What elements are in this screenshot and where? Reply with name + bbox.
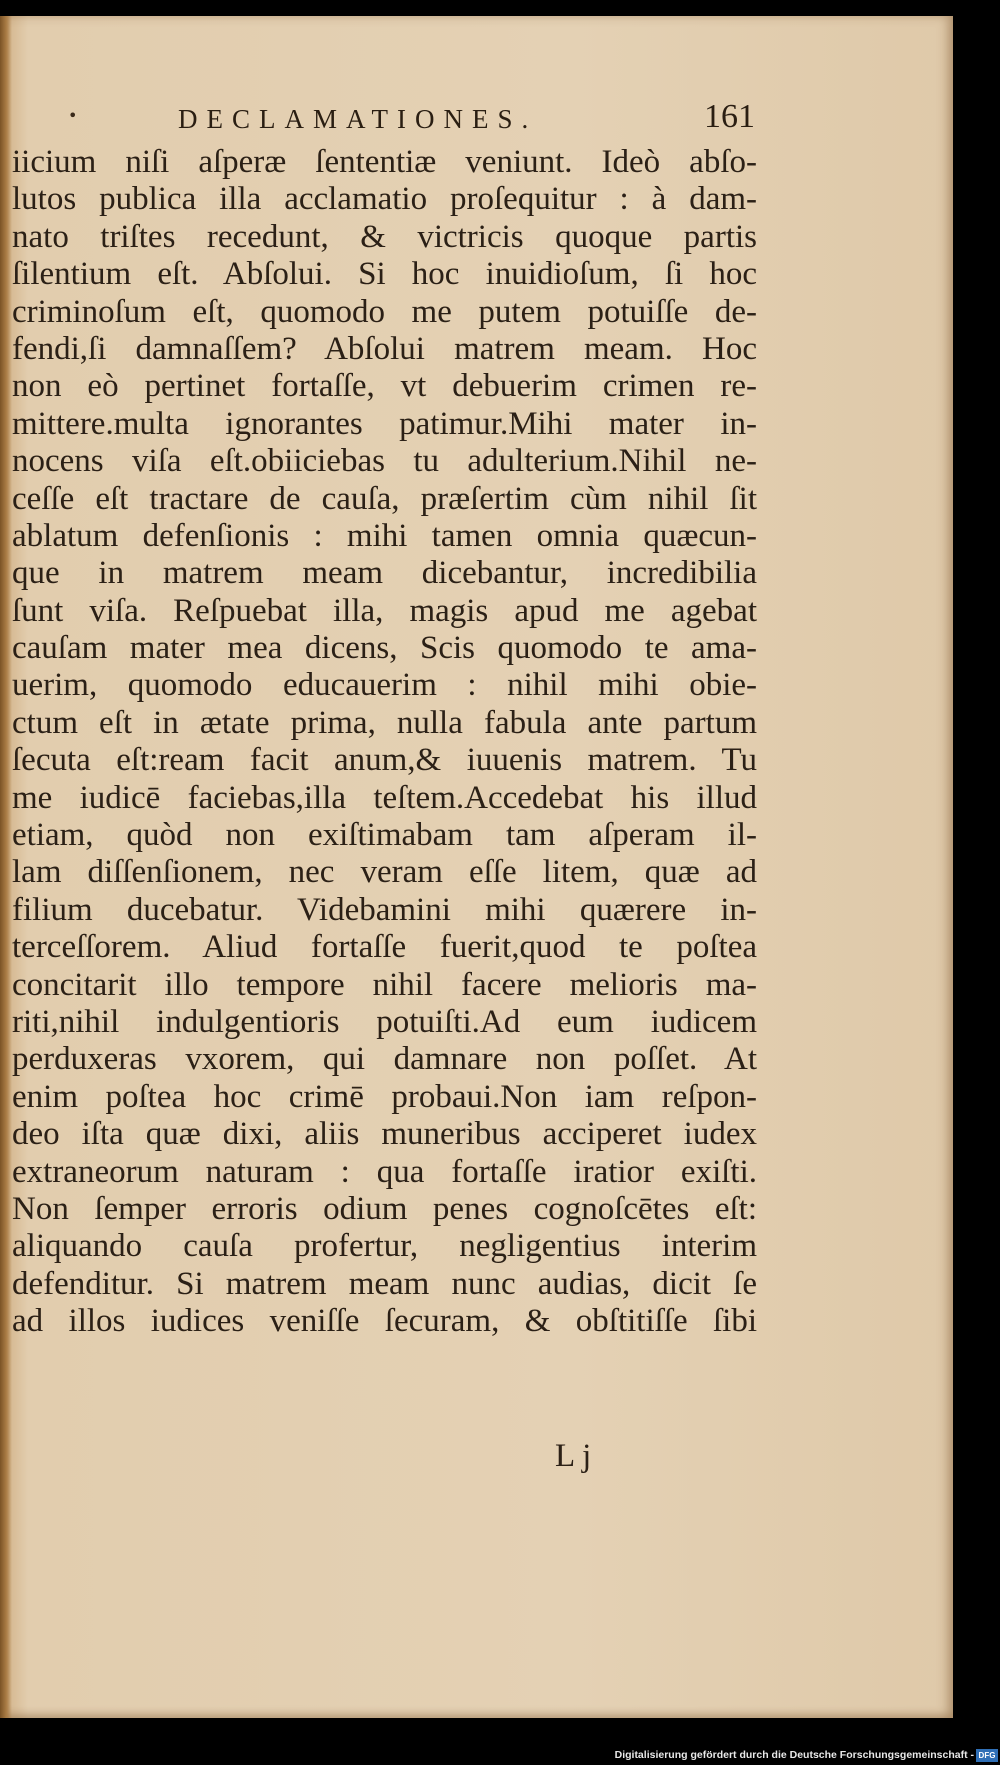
text-line: fendi,ſi damnaſſem? Abſolui matrem meam. Hoc [12, 330, 757, 367]
body-text [12, 144, 757, 1341]
text-line: Non ſemper erroris odium penes cognoſcētes eſt: [12, 1190, 757, 1227]
text-line: ſunt viſa. Reſpuebat illa, magis apud me agebat [12, 592, 757, 629]
text-line: ablatum defenſionis : mihi tamen omnia quæcun- [12, 517, 757, 554]
dfg-logo-icon[interactable]: DFG [976, 1749, 998, 1762]
text-line: que in matrem meam dicebantur, incredibilia [12, 555, 757, 592]
text-line: lam diſſenſionem, nec veram eſſe litem, quæ ad [12, 854, 757, 891]
signature-mark: L j [555, 1438, 592, 1474]
text-line: ad illos iudices veniſſe ſecuram, & obſtitiſſe ſibi [12, 1303, 757, 1340]
text-line: terceſſorem. Aliud fortaſſe fuerit,quod te poſtea [12, 929, 757, 966]
text-line: extraneorum naturam : qua fortaſſe iratior exiſti. [12, 1153, 757, 1190]
text-line: iicium niſi aſperæ ſententiæ veniunt. Ideò abſo- [12, 144, 757, 180]
text-line: filium ducebatur. Videbamini mihi quærere in- [12, 891, 757, 928]
text-line: cauſam mater mea dicens, Scis quomodo te ama- [12, 630, 757, 667]
book-page [0, 16, 953, 1718]
text-line: non eò pertinet fortaſſe, vt debuerim crimen re- [12, 368, 757, 405]
text-line: nato triſtes recedunt, & victricis quoque partis [12, 218, 757, 255]
page-number: 161 [704, 98, 755, 135]
text-line: deo iſta quæ dixi, aliis muneribus acciperet iudex [12, 1116, 757, 1153]
text-line: mittere.multa ignorantes patimur.Mihi mater in- [12, 405, 757, 442]
header-ornament: • [68, 106, 78, 125]
funding-credit: Digitalisierung gefördert durch die Deutsche Forschungsgemeinschaft - [614, 1749, 974, 1761]
footer-bar [0, 1746, 1000, 1765]
text-line: uerim, quomodo educauerim : nihil mihi obie- [12, 667, 757, 704]
text-line: criminoſum eſt, quomodo me putem potuiſſe de- [12, 293, 757, 330]
text-line: ſilentium eſt. Abſolui. Si hoc inuidioſum, ſi hoc [12, 256, 757, 293]
text-line: concitarit illo tempore nihil facere melioris ma- [12, 966, 757, 1003]
text-line: ceſſe eſt tractare de cauſa, præſertim cùm nihil ſit [12, 480, 757, 517]
text-line: lutos publica illa acclamatio proſequitur : à dam- [12, 181, 757, 218]
text-line: nocens viſa eſt.obiiciebas tu adulterium.Nihil ne- [12, 443, 757, 480]
running-head: DECLAMATIONES. [178, 104, 538, 134]
binding-edge [0, 16, 12, 1718]
text-line: perduxeras vxorem, qui damnare non poſſet. At [12, 1041, 757, 1078]
text-line: riti,nihil indulgentioris potuiſti.Ad eum iudicem [12, 1003, 757, 1040]
text-line: enim poſtea hoc crimē probaui.Non iam reſpon- [12, 1078, 757, 1115]
text-line: ſecuta eſt:ream facit anum,& iuuenis matrem. Tu [12, 742, 757, 779]
text-line: ctum eſt in ætate prima, nulla fabula ante partum [12, 704, 757, 741]
text-line: aliquando cauſa profertur, negligentius interim [12, 1228, 757, 1265]
text-line: me iudicē faciebas,illa teſtem.Accedebat his illud [12, 779, 757, 816]
text-line: defenditur. Si matrem meam nunc audias, dicit ſe [12, 1265, 757, 1302]
text-line: etiam, quòd non exiſtimabam tam aſperam il- [12, 817, 757, 854]
